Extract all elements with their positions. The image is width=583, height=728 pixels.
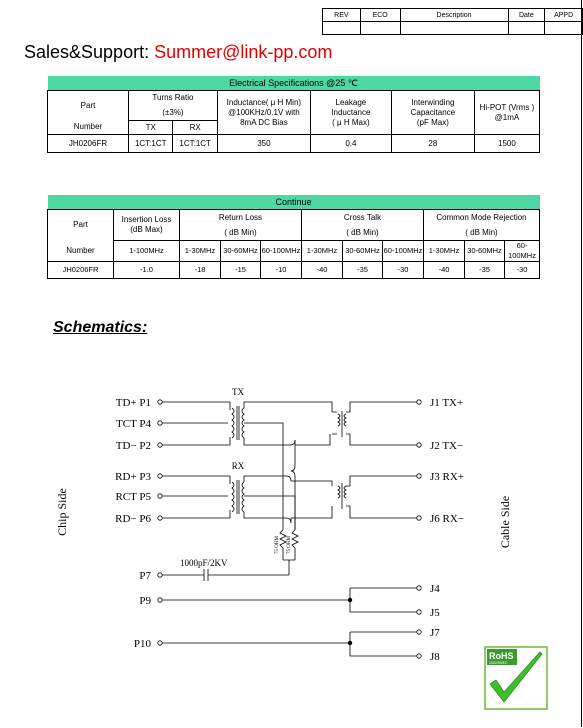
- il-band: 1-100MHz: [114, 241, 180, 262]
- rx-ratio-cell: 1CT:1CT: [173, 135, 217, 153]
- pin-label-p5: RCT P5: [115, 491, 151, 503]
- interwinding-line-2: Capacitance: [410, 107, 456, 117]
- p9-junction-dot: [348, 598, 352, 602]
- schematics-title: Schematics:: [53, 319, 148, 336]
- leakage-label: [310, 91, 391, 135]
- continue-band-title: Continue: [48, 195, 540, 210]
- insertion-loss-line-1: Insertion Loss: [121, 215, 172, 224]
- electrical-spec-table: [47, 76, 540, 153]
- pin-label-p6: RD− P6: [115, 513, 151, 525]
- p10-wiring: [162, 632, 417, 656]
- pin-j5: [417, 610, 421, 614]
- turns-ratio-title: Turns Ratio: [152, 93, 194, 103]
- revision-block: [322, 8, 583, 35]
- pin-label-p7: P7: [139, 570, 151, 582]
- leakage-line-2: Inductance: [331, 107, 371, 117]
- rx-sec-bottom: [244, 506, 332, 523]
- rx-transformer-label: RX: [231, 461, 245, 471]
- resistor-2-label: 75 OHM: [287, 536, 292, 554]
- hipot-label: [474, 91, 539, 135]
- pin-p5: [158, 494, 162, 498]
- pin-label-j3: J3 RX+: [430, 471, 465, 483]
- ct-band-1: 1-30MHz: [302, 241, 343, 262]
- sales-label: Sales&Support:: [24, 42, 150, 62]
- cable-side-label: Cable Side: [498, 495, 512, 549]
- tx-choke-coil-2: [344, 414, 346, 426]
- pin-label-p9: P9: [139, 595, 151, 607]
- rd-minus-wire: [162, 510, 230, 518]
- inductance-line-1: Inductance( μ H Min): [226, 97, 302, 107]
- ct-cell-2: -35: [343, 262, 383, 279]
- rl-band-3: 60-100MHz: [261, 241, 302, 262]
- tx-choke-leads: [332, 412, 337, 434]
- tx-center-tap: [244, 423, 283, 530]
- cm-cell-2: -35: [465, 262, 505, 279]
- td-minus-wire: [162, 437, 230, 445]
- tx-choke-coil-1: [338, 414, 340, 426]
- rx-label: RX: [173, 121, 217, 135]
- pin-j1: [417, 400, 421, 404]
- capacitor-label: 1000pF/2KV: [180, 558, 228, 568]
- pin-j3: [417, 474, 421, 478]
- pin-label-j6: J6 RX−: [430, 513, 465, 525]
- tx-bus-crossing: [291, 440, 295, 530]
- p10-junction-dot: [348, 641, 352, 645]
- rohs-logo: [484, 646, 548, 710]
- pin-p9: [158, 598, 162, 602]
- cm-rejection-label: Common Mode Rejection: [424, 210, 540, 227]
- pin-label-j2: J2 TX−: [430, 440, 464, 452]
- hipot-cell: 1500: [474, 135, 539, 153]
- rx-choke-coil-2: [344, 486, 346, 498]
- rl-cell-3: -10: [261, 262, 302, 279]
- pin-label-p2: TD− P2: [115, 440, 151, 452]
- pin-p6: [158, 516, 162, 520]
- hipot-line-1: Hi-POT (Vrms ): [479, 102, 535, 112]
- ct-band-3: 60-100MHz: [383, 241, 424, 262]
- interwinding-line-3: (pF Max): [416, 117, 449, 127]
- turns-tolerance: (±3%): [129, 106, 218, 121]
- p9-wiring: [162, 588, 417, 612]
- j2-wire: [295, 434, 417, 445]
- pin-j2: [417, 443, 421, 447]
- pin-label-j5: J5: [430, 607, 440, 619]
- turns-ratio-label: [129, 91, 218, 106]
- rx-sec-top: [244, 476, 332, 486]
- sales-support-line: [24, 42, 332, 63]
- pin-label-j1: J1 TX+: [430, 397, 464, 409]
- spec-band-title: Electrical Specifications @25 ℃: [48, 76, 540, 91]
- cm-band-3: 60-100MHz: [505, 241, 540, 262]
- part-cell-2: JH0206FR: [48, 262, 114, 279]
- resistor-1-label: 75 OHM: [275, 536, 280, 554]
- pin-j4: [417, 586, 421, 590]
- date-header: Date: [508, 9, 545, 22]
- ct-band-2: 30-60MHz: [343, 241, 383, 262]
- pin-j7: [417, 630, 421, 634]
- tx-label: TX: [129, 121, 173, 135]
- insertion-loss-label: [114, 210, 180, 241]
- number-label: Number: [48, 121, 129, 135]
- rx-primary-coil: [232, 482, 234, 512]
- hipot-line-2: @1mA: [494, 112, 520, 122]
- cm-cell-3: -30: [505, 262, 540, 279]
- cross-talk-label: Cross Talk: [302, 210, 424, 227]
- pin-label-j8: J8: [430, 651, 440, 663]
- inductance-line-3: 8mA DC Bias: [240, 117, 288, 127]
- pin-j6: [417, 516, 421, 520]
- chip-side-label: Chip Side: [55, 488, 69, 536]
- resistor-2: [292, 530, 298, 560]
- resistor-1: [280, 530, 286, 560]
- pin-label-p1: TD+ P1: [115, 397, 151, 409]
- pin-p3: [158, 474, 162, 478]
- tx-transformer-label: TX: [232, 387, 244, 397]
- ct-cell-3: -30: [383, 262, 424, 279]
- pin-label-p10: P10: [133, 638, 151, 650]
- td-plus-wire: [162, 402, 230, 410]
- pin-label-j4: J4: [430, 583, 440, 595]
- cross-talk-unit: ( dB Min): [302, 227, 424, 241]
- rx-choke-coil-1: [338, 486, 340, 498]
- support-email: Summer@link-pp.com: [154, 42, 333, 62]
- pin-j8: [417, 654, 421, 658]
- j3-wire: [346, 476, 417, 486]
- leakage-cell: 0.4: [310, 135, 391, 153]
- rohs-title: RoHS: [489, 651, 514, 661]
- tx-primary-coil: [232, 408, 234, 438]
- appd-header: APPD: [545, 9, 583, 22]
- rev-header: REV: [323, 9, 361, 22]
- part-label: Part: [48, 91, 129, 121]
- interwinding-line-1: Interwinding: [411, 97, 455, 107]
- pin-p1: [158, 400, 162, 404]
- inductance-cell: 350: [217, 135, 310, 153]
- pin-p10: [158, 641, 162, 645]
- rl-cell-1: -18: [180, 262, 221, 279]
- pin-label-p3: RD+ P3: [115, 471, 151, 483]
- return-loss-unit: ( dB Min): [180, 227, 302, 241]
- interwinding-label: [391, 91, 474, 135]
- number-label-2: Number: [48, 241, 114, 262]
- leakage-line-1: Leakage: [335, 97, 367, 107]
- capacitance-cell: 28: [391, 135, 474, 153]
- inductance-line-2: @100KHz/0.1V with: [228, 107, 300, 117]
- il-cell: -1.0: [114, 262, 180, 279]
- pin-p7: [158, 573, 162, 577]
- tx-secondary-coil: [242, 408, 244, 438]
- cm-cell-1: -40: [424, 262, 465, 279]
- continue-spec-table: [47, 195, 540, 279]
- description-header: Description: [400, 9, 508, 22]
- return-loss-label: Return Loss: [180, 210, 302, 227]
- table-row: [48, 262, 540, 279]
- pin-label-j7: J7: [430, 627, 440, 639]
- tx-sec-bottom: [244, 438, 295, 445]
- cm-rejection-unit: ( dB Min): [424, 227, 540, 241]
- cm-band-1: 1-30MHz: [424, 241, 465, 262]
- rohs-subtitle: 2002/95/EC: [489, 661, 508, 665]
- part-cell: JH0206FR: [48, 135, 129, 153]
- rl-cell-2: -15: [221, 262, 261, 279]
- rl-band-1: 1-30MHz: [180, 241, 221, 262]
- pin-p2: [158, 443, 162, 447]
- eco-header: ECO: [360, 9, 400, 22]
- insertion-loss-line-2: (dB Max): [130, 225, 163, 234]
- pin-label-p4: TCT P4: [116, 418, 151, 430]
- cm-band-2: 30-60MHz: [465, 241, 505, 262]
- rl-band-2: 30-60MHz: [221, 241, 261, 262]
- rx-center-tap: [244, 496, 295, 530]
- j1-wire: [346, 402, 417, 412]
- rd-plus-wire: [162, 476, 230, 484]
- schematic-diagram: [0, 380, 583, 680]
- tx-ratio-cell: 1CT:1CT: [129, 135, 173, 153]
- pin-p4: [158, 421, 162, 425]
- j6-wire: [346, 506, 417, 518]
- part-label-2: Part: [48, 210, 114, 241]
- tx-sec-top: [244, 402, 332, 412]
- inductance-label: [217, 91, 310, 135]
- resistor-junction: [283, 560, 295, 575]
- rx-secondary-coil: [242, 482, 244, 512]
- table-row: [48, 135, 540, 153]
- ct-cell-1: -40: [302, 262, 343, 279]
- leakage-line-3: ( μ H Max): [332, 117, 370, 127]
